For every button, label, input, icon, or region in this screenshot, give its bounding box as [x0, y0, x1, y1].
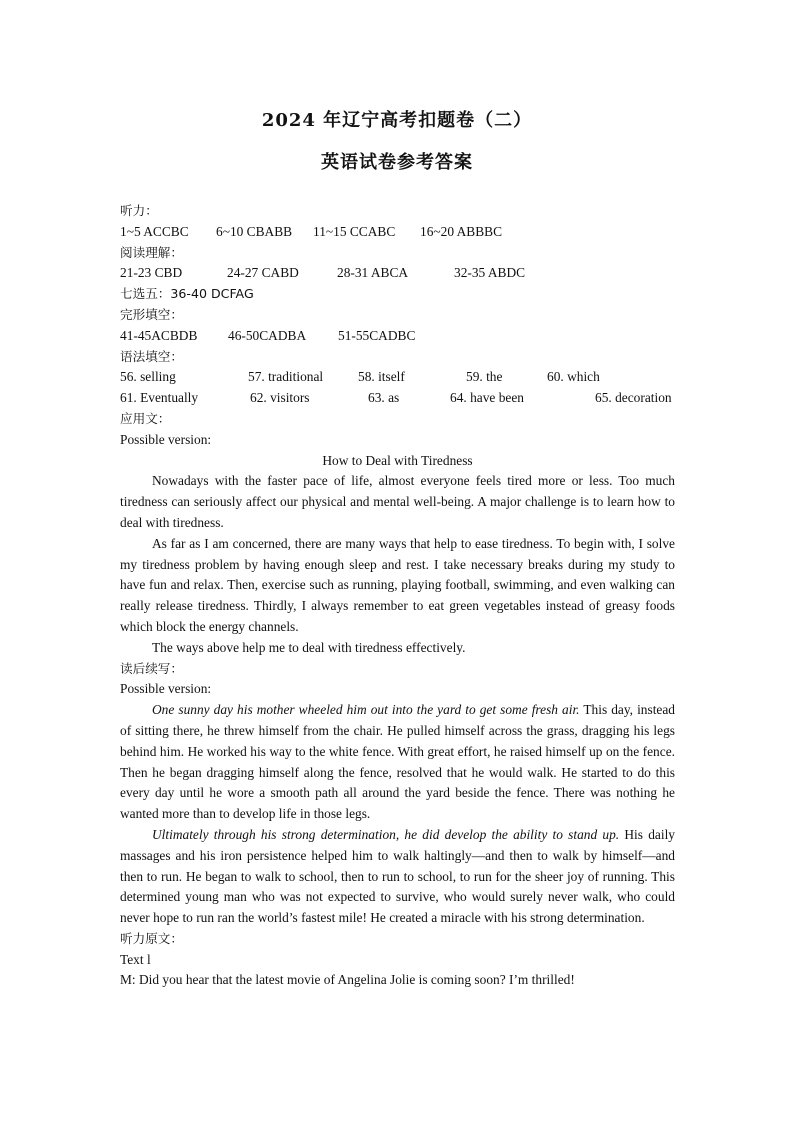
continuation-paragraph: [120, 825, 675, 929]
exam-title: 2024 年辽宁高考扣题卷（二）: [261, 110, 533, 131]
answer-group: 28-31 ABCA: [337, 265, 409, 281]
transcript-line: M: Did you hear that the latest movie of Angelina Jolie is coming soon? I’m thrilled!: [120, 972, 575, 988]
listening-heading: 听力：: [120, 203, 158, 218]
paragraph-text: This day, instead of sitting there, he threw himself from the chair. He pulled himself across the grass, dragging his legs behind him. He worked his way to the white fence. With great effort, he raised himself up on the fence. Then he began dragging himself along the fence, resolved that he would walk. He started to do this every day until he wore a smooth path all around the yard beside the fence. There was nothing he wanted more than to develop life in those legs.: [120, 702, 675, 822]
answer-group: 1~5 ACCBC: [120, 223, 189, 239]
grammar-answer: 58. itself: [358, 369, 405, 385]
possible-version-label: Possible version:: [120, 431, 212, 447]
cloze-heading: 完形填空：: [120, 306, 183, 322]
seven-choose-five: 七选五：36-40 DCFAG: [120, 286, 254, 302]
answer-group: 41-45ACBDB: [120, 327, 198, 343]
answer-group: 51-55CADBC: [338, 327, 416, 343]
grammar-answer: 61. Eventually: [120, 390, 199, 406]
answer-group: 46-50CADBA: [228, 327, 307, 343]
cloze-answers: [120, 326, 675, 347]
grammar-answer: 63. as: [368, 390, 400, 406]
applied-writing-heading: 应用文：: [120, 410, 171, 426]
given-opening-sentence: One sunny day his mother wheeled him out into the yard to get some fresh air.: [152, 702, 580, 718]
grammar-answers-row-2: [120, 388, 675, 409]
grammar-answer: 62. visitors: [250, 390, 310, 406]
transcript-heading: 听力原文：: [120, 930, 183, 946]
exam-subtitle: 英语试卷参考答案: [321, 152, 473, 173]
grammar-answer: 60. which: [547, 369, 600, 385]
essay-paragraph: Nowadays with the faster pace of life, almost everyone feels tired more or less. Too much tiredness can seriously affect our physical and mental well-being. A major challenge is to learn how to deal with tiredness.: [120, 473, 675, 530]
reading-answers: [120, 263, 675, 284]
essay-paragraph: The ways above help me to deal with tiredness effectively.: [152, 639, 466, 655]
continuation-heading: 读后续写：: [120, 660, 183, 676]
continuation-paragraph: [120, 700, 675, 825]
grammar-answer: 64. have been: [450, 390, 524, 406]
essay-title: How to Deal with Tiredness: [322, 452, 473, 468]
grammar-answer: 56. selling: [120, 369, 176, 385]
grammar-heading: 语法填空：: [120, 348, 183, 364]
grammar-answers-row-1: [120, 367, 675, 388]
listening-answers: [120, 222, 675, 243]
grammar-answer: 57. traditional: [248, 369, 324, 385]
essay-paragraph: As far as I am concerned, there are many ways that help to ease tiredness. To begin with, I solve my tiredness problem by having enough sleep and rest. I take necessary breaks during my study to have fun and relax. Then, exercise such as running, playing football, swimming, and even walking can really release tiredness. Thirdly, I always remember to eat green vegetables instead of greasy foods which block the energy channels.: [120, 535, 675, 634]
reading-heading: 阅读理解：: [120, 244, 183, 260]
given-opening-sentence: Ultimately through his strong determination, he did develop the ability to stand up.: [152, 826, 620, 842]
grammar-answer: 59. the: [466, 369, 503, 385]
grammar-answer: 65. decoration: [595, 390, 672, 406]
paragraph-text: His daily massages and his iron persistence helped him to walk haltingly—and then to walk by himself—and then to run. He began to walk to school, then to run to school, to run for the sheer joy of running. This determined young man who was not expected to survive, who would surely never walk, who could never hope to run ran the world’s fastest mile! He created a miracle with his strong determination.: [120, 826, 675, 926]
answer-group: 6~10 CBABB: [216, 223, 293, 239]
answer-group: 16~20 ABBBC: [420, 223, 503, 239]
answer-content: [120, 201, 675, 991]
answer-group: 21-23 CBD: [120, 265, 183, 281]
possible-version-label: Possible version:: [120, 681, 212, 697]
answer-group: 11~15 CCABC: [313, 223, 396, 239]
answer-group: 24-27 CABD: [227, 265, 299, 281]
answer-group: 32-35 ABDC: [454, 265, 526, 281]
transcript-text-label: Text l: [120, 951, 151, 967]
